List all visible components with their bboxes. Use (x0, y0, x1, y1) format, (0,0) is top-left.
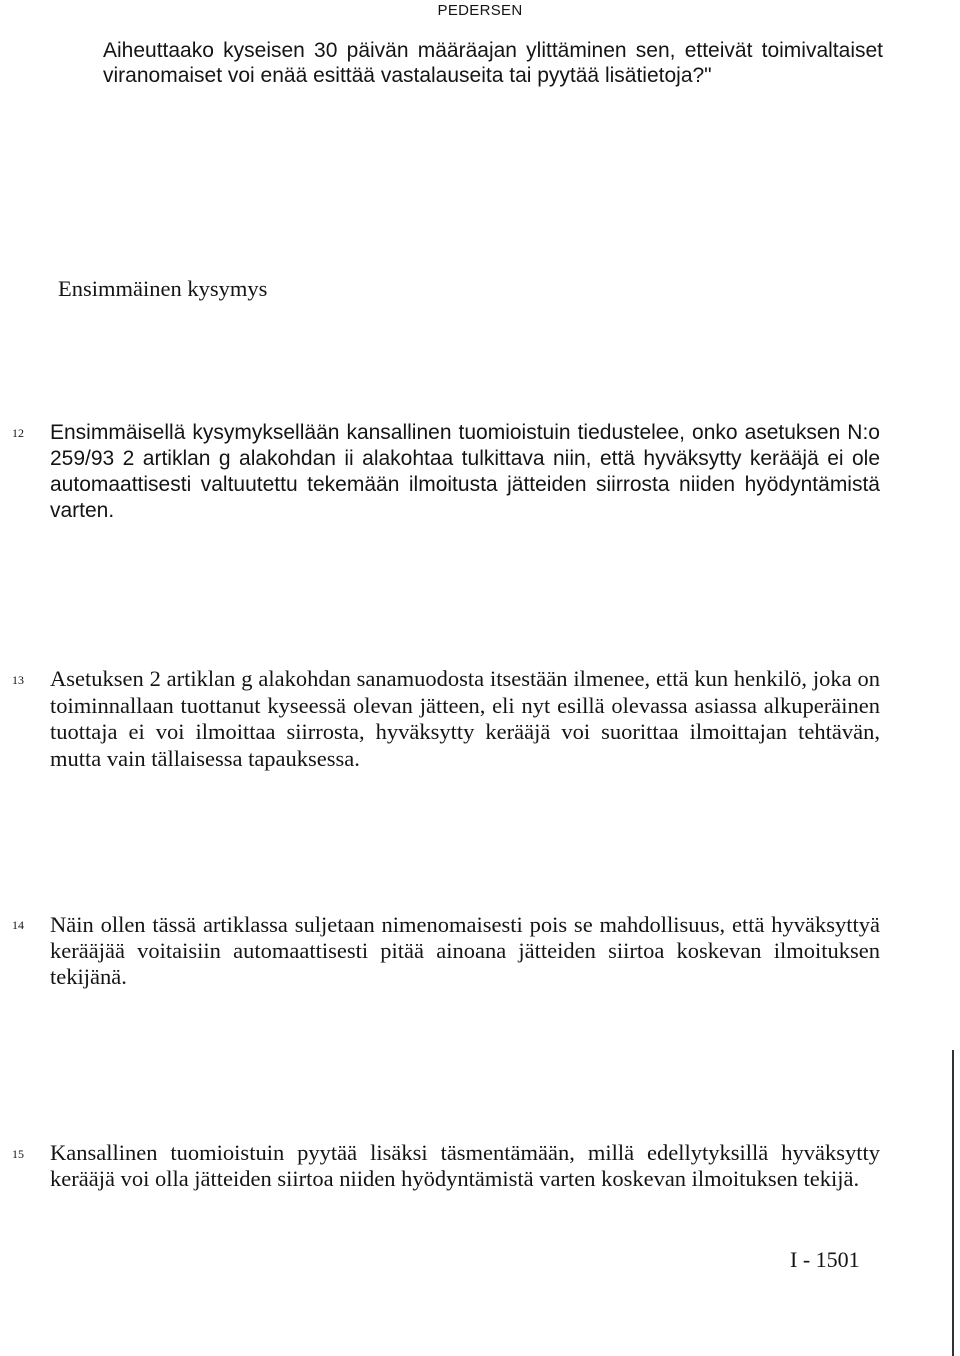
paragraph-13: Asetuksen 2 artiklan g alakohdan sanamuodosta itsestään ilmenee, että kun henkilö, joka on toiminnallaan tuottanut kyseessä olevan jätteen, eli nyt esillä olevassa asiassa alkuperäinen tuottaja ei voi ilmoittaa siirrosta, hyväksytty kerääjä voi suorittaa ilmoittajan tehtävän, mutta vain tällaisessa tapauksessa. (50, 666, 880, 771)
section-heading: Ensimmäinen kysymys (58, 276, 268, 301)
paragraph-number: 13 (12, 673, 24, 687)
page-number: I - 1501 (790, 1247, 860, 1272)
paragraph-15: Kansallinen tuomioistuin pyytää lisäksi täsmentämään, millä edellytyksillä hyväksytty kerääjä voi olla jätteiden siirtoa niiden hyödyntämistä varten koskevan ilmoituksen tekijä. (50, 1140, 880, 1191)
intro-paragraph: Aiheuttaako kyseisen 30 päivän määräajan ylittäminen sen, etteivät toimivaltaiset viranomaiset voi enää esittää vastalauseita tai pyytää lisätietoja?" (103, 39, 883, 87)
paragraph-number: 14 (12, 918, 24, 932)
paragraph-12: Ensimmäisellä kysymyksellään kansallinen tuomioistuin tiedustelee, onko asetuksen N:o 259/93 2 artiklan g alakohdan ii alakohtaa tulkittava niin, että hyväksytty kerääjä ei ole automaattisesti valtuutettu tekemään ilmoitusta jätteiden siirrosta niiden hyödyntämistä varten. (50, 421, 880, 522)
paragraph-14: Näin ollen tässä artiklassa suljetaan nimenomaisesti pois se mahdollisuus, että hyväksyttyä kerääjää voitaisiin automaattisesti pitää ainoana jätteiden siirtoa koskevan ilmoituksen tekijänä. (50, 912, 880, 989)
scan-edge-line (952, 1050, 954, 1356)
paragraph-number: 12 (12, 426, 24, 440)
paragraph-number: 15 (12, 1147, 24, 1161)
running-header: PEDERSEN (437, 2, 523, 19)
